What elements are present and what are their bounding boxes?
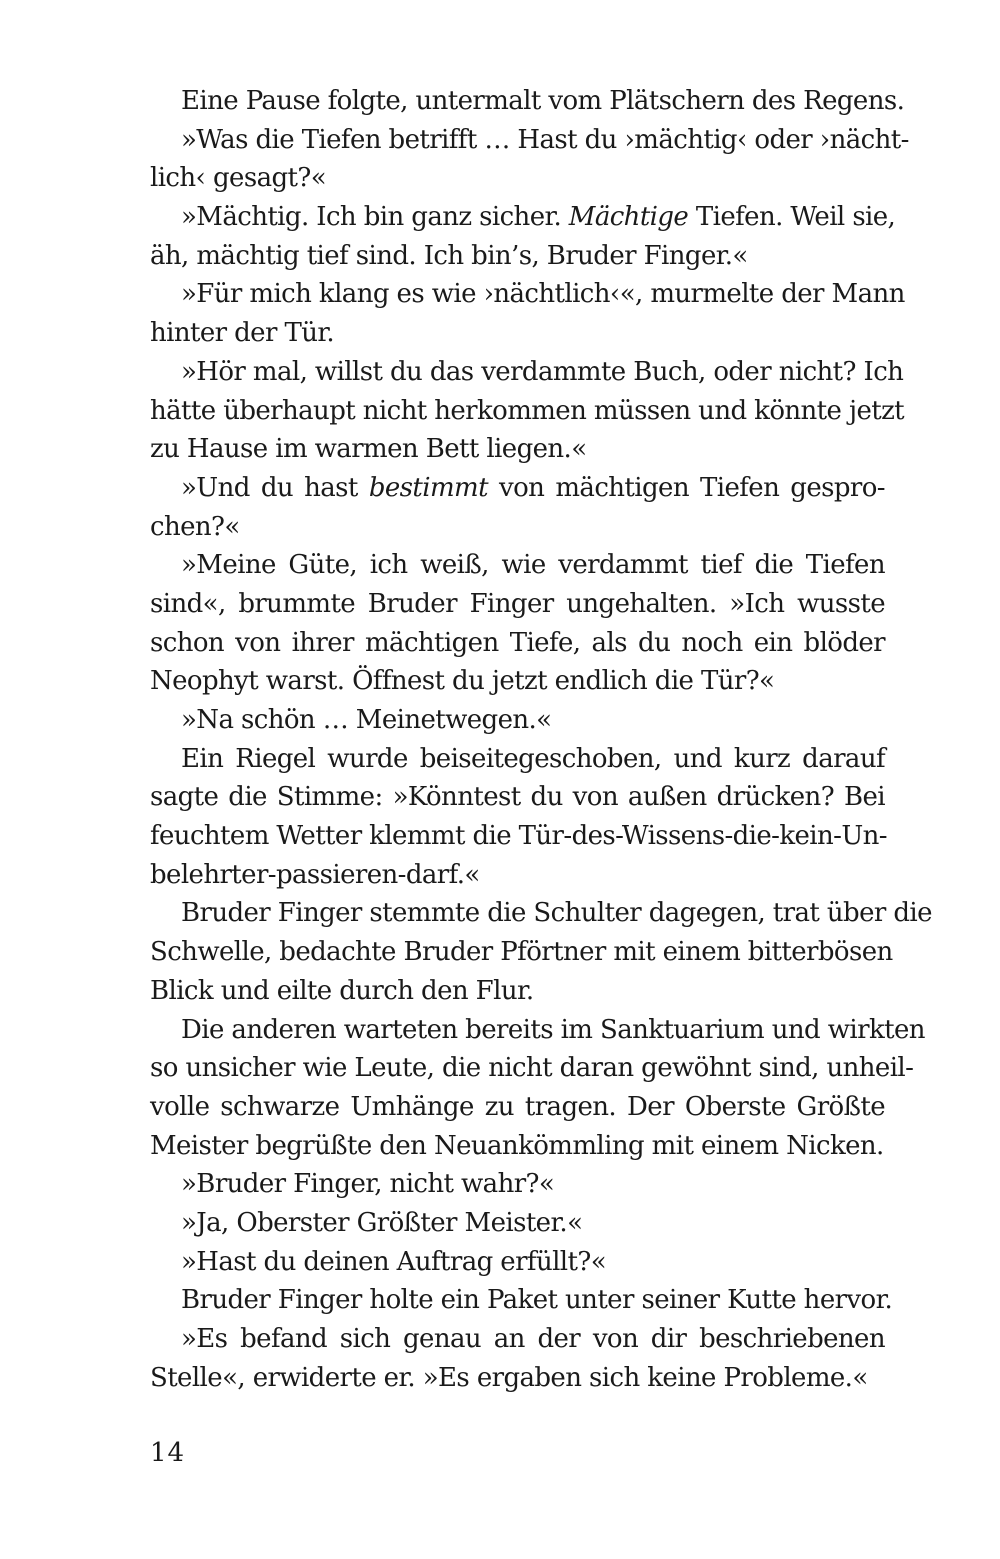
text-line bbox=[150, 1165, 885, 1204]
text-line bbox=[150, 1204, 885, 1243]
text-run: sagte die Stimme: »Könntest du von außen drücken? Bei bbox=[150, 782, 885, 813]
text-run: Stelle«, erwiderte er. »Es ergaben sich keine Probleme.« bbox=[150, 1362, 868, 1393]
text-line bbox=[150, 624, 885, 663]
text-line bbox=[150, 1127, 885, 1166]
text-run: Tiefen. Weil sie, bbox=[688, 202, 896, 233]
text-run: Die anderen warteten bereits im Sanktuarium und wirkten bbox=[181, 1014, 925, 1045]
page-number: 14 bbox=[150, 1438, 186, 1468]
text-line bbox=[150, 159, 885, 198]
text-line bbox=[150, 198, 896, 237]
text-run: Neophyt warst. Öffnest du jetzt endlich die Tür?« bbox=[150, 666, 775, 697]
text-line bbox=[150, 817, 885, 856]
text-line bbox=[150, 430, 885, 469]
text-run: sind«, brummte Bruder Finger ungehalten. »Ich wusste bbox=[150, 588, 885, 619]
text-run: Bruder Finger holte ein Paket unter seiner Kutte hervor. bbox=[181, 1285, 893, 1316]
text-run: »Und du hast bbox=[181, 472, 369, 503]
text-line bbox=[150, 1281, 893, 1320]
text-line bbox=[150, 1088, 885, 1127]
text-run: Meister begrüßte den Neuankömmling mit einem Nicken. bbox=[150, 1130, 884, 1161]
text-run: lich‹ gesagt?« bbox=[150, 163, 327, 194]
text-line bbox=[150, 353, 904, 392]
text-line bbox=[150, 392, 905, 431]
text-line bbox=[150, 1049, 914, 1088]
text-run: »Meine Güte, ich weiß, wie verdammt tief die Tiefen bbox=[181, 550, 885, 581]
text-run: Blick und eilte durch den Flur. bbox=[150, 975, 534, 1006]
text-run: »Ja, Oberster Größter Meister.« bbox=[181, 1207, 583, 1238]
text-run: hätte überhaupt nicht herkommen müssen und könnte jetzt bbox=[150, 395, 905, 426]
text-line bbox=[150, 508, 885, 547]
text-run: Ein Riegel wurde beiseitegeschoben, und kurz darauf bbox=[181, 743, 885, 774]
text-line bbox=[150, 585, 885, 624]
text-run: so unsicher wie Leute, die nicht daran gewöhnt sind, unheil- bbox=[150, 1053, 914, 1084]
text-run: »Es befand sich genau an der von dir beschriebenen bbox=[181, 1324, 885, 1354]
text-line bbox=[150, 121, 909, 160]
text-block bbox=[150, 82, 932, 1397]
text-run: Eine Pause folgte, untermalt vom Plätschern des Regens. bbox=[181, 86, 905, 116]
text-line bbox=[150, 662, 885, 701]
text-line bbox=[150, 778, 885, 817]
text-run: feuchtem Wetter klemmt die Tür-des-Wissens-die-kein-Un- bbox=[150, 821, 887, 852]
text-line bbox=[150, 469, 885, 508]
text-line bbox=[150, 740, 885, 779]
text-line bbox=[150, 972, 885, 1011]
text-run: chen?« bbox=[150, 511, 240, 542]
text-run: »Hör mal, willst du das verdammte Buch, oder nicht? Ich bbox=[181, 356, 904, 387]
text-run: »Na schön … Meinetwegen.« bbox=[181, 705, 552, 735]
text-line bbox=[150, 1011, 925, 1050]
text-run: Bruder Finger stemmte die Schulter dagegen, trat über die bbox=[181, 898, 932, 929]
text-run: volle schwarze Umhänge zu tragen. Der Oberste Größte bbox=[150, 1091, 885, 1122]
text-line bbox=[150, 314, 885, 353]
text-run: »Was die Tiefen betrifft … Hast du ›mächtig‹ oder ›nächt- bbox=[181, 124, 909, 155]
text-run: »Bruder Finger, nicht wahr?« bbox=[181, 1169, 555, 1200]
text-run: hinter der Tür. bbox=[150, 318, 334, 349]
text-run: »Hast du deinen Auftrag erfüllt?« bbox=[181, 1246, 607, 1277]
text-run: »Für mich klang es wie ›nächtlich‹«, murmelte der Mann bbox=[181, 279, 905, 310]
text-run: von mächtigen Tiefen gespro- bbox=[487, 472, 885, 503]
text-run: Schwelle, bedachte Bruder Pförtner mit einem bitterbösen bbox=[150, 937, 893, 968]
text-run: schon von ihrer mächtigen Tiefe, als du noch ein blöder bbox=[150, 627, 885, 658]
text-line bbox=[150, 546, 885, 585]
text-line bbox=[150, 1359, 885, 1398]
text-line bbox=[150, 856, 885, 895]
text-line bbox=[150, 701, 885, 740]
text-run: zu Hause im warmen Bett liegen.« bbox=[150, 434, 587, 465]
text-line bbox=[150, 82, 905, 121]
text-run: äh, mächtig tief sind. Ich bin’s, Bruder Finger.« bbox=[150, 240, 748, 271]
text-line bbox=[150, 1243, 885, 1282]
text-line bbox=[150, 275, 905, 314]
text-run: »Mächtig. Ich bin ganz sicher. bbox=[181, 202, 569, 233]
text-line bbox=[150, 1320, 885, 1359]
text-line bbox=[150, 933, 893, 972]
italic-emphasis: bestimmt bbox=[368, 472, 488, 503]
text-line bbox=[150, 894, 932, 933]
text-line bbox=[150, 237, 885, 276]
italic-emphasis: Mächtige bbox=[568, 202, 689, 233]
text-run: belehrter-passieren-darf.« bbox=[150, 859, 480, 890]
